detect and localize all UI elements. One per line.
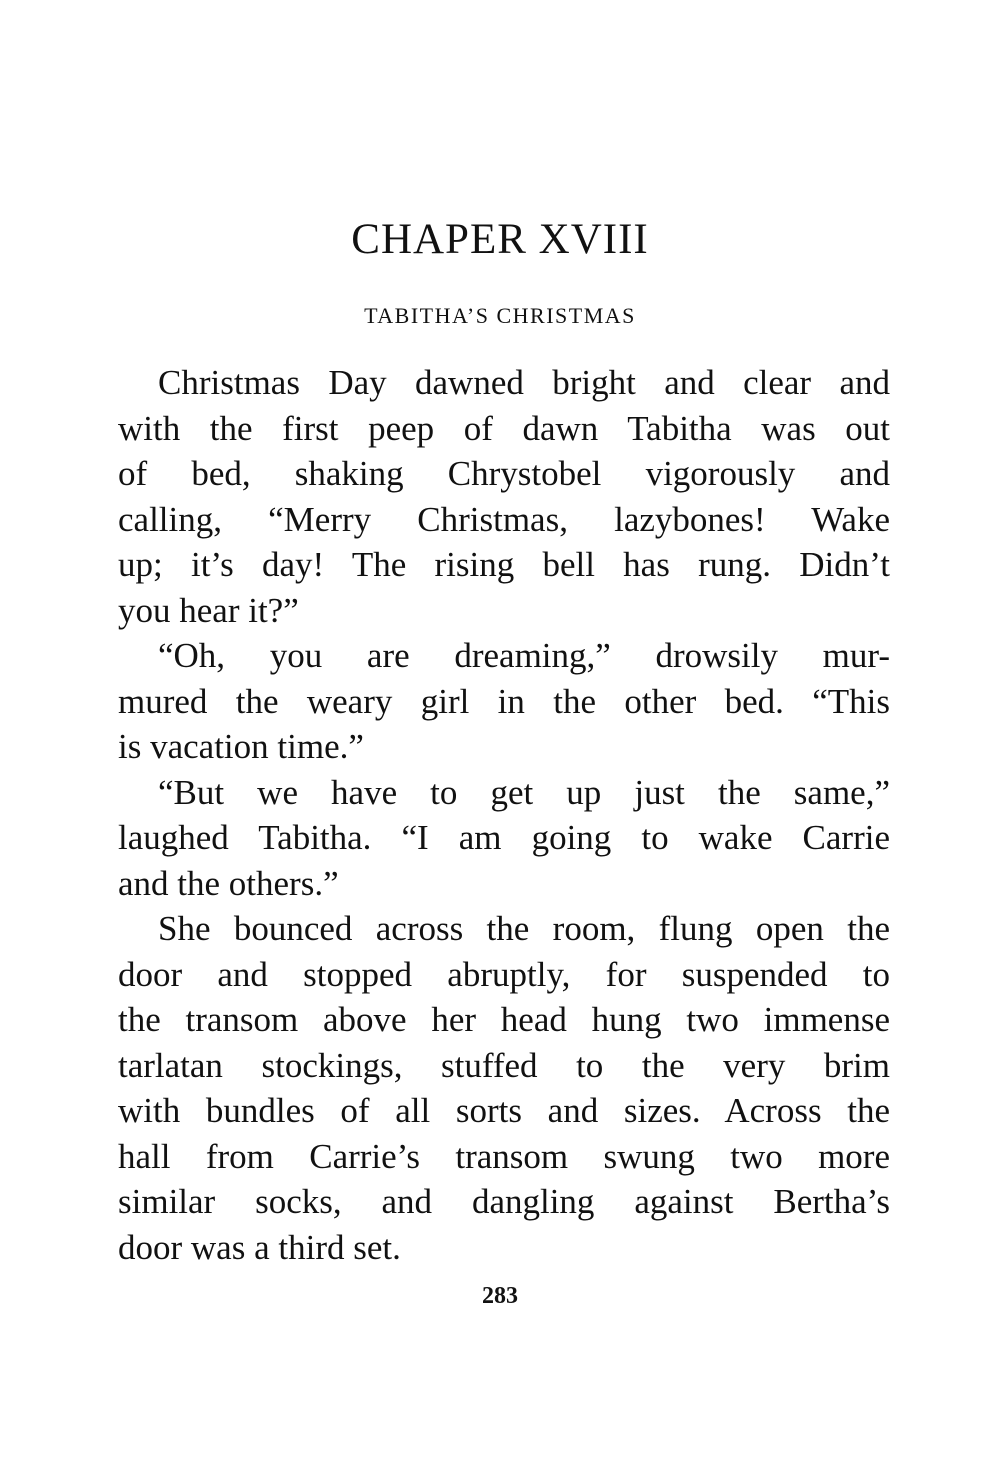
chapter-title: CHAPER XVIII [351, 216, 649, 263]
paragraph-1 [118, 360, 890, 633]
text-line: with bundles of all sorts and sizes. Across the [118, 1091, 890, 1130]
text-line: hall from Carrie’s transom swung two more [118, 1136, 890, 1176]
chapter-body [118, 360, 890, 1270]
text-line: with the first peep of dawn Tabitha was out [118, 408, 890, 448]
text-line: is vacation time.” [118, 727, 364, 766]
text-line: door and stopped abruptly, for suspended to [118, 954, 890, 994]
text-line: laughed Tabitha. “I am going to wake Carrie [118, 818, 890, 857]
text-line: Christmas Day dawned bright and clear and [158, 363, 890, 402]
text-line: calling, “Merry Christmas, lazybones! Wake [118, 499, 890, 539]
text-line: of bed, shaking Chrystobel vigorously and [118, 454, 890, 493]
text-line: similar socks, and dangling against Bertha’s [118, 1182, 890, 1221]
text-line: tarlatan stockings, stuffed to the very brim [118, 1045, 890, 1085]
text-line: up; it’s day! The rising bell has rung. Didn’t [118, 545, 890, 584]
text-line: “Oh, you are dreaming,” drowsily mur- [158, 636, 890, 675]
text-line: you hear it?” [118, 590, 299, 630]
page-number: 283 [482, 1283, 518, 1309]
paragraph-3 [118, 770, 890, 907]
text-line: the transom above her head hung two immense [118, 1000, 890, 1039]
chapter-subtitle: TABITHA’S CHRISTMAS [364, 303, 636, 328]
text-line: mured the weary girl in the other bed. “This [118, 681, 890, 721]
paragraph-2 [118, 633, 890, 770]
text-line: door was a third set. [118, 1227, 401, 1267]
paragraph-4 [118, 906, 890, 1270]
text-line: She bounced across the room, flung open the [158, 909, 890, 948]
text-line: and the others.” [118, 863, 339, 903]
text-line: “But we have to get up just the same,” [158, 772, 890, 812]
